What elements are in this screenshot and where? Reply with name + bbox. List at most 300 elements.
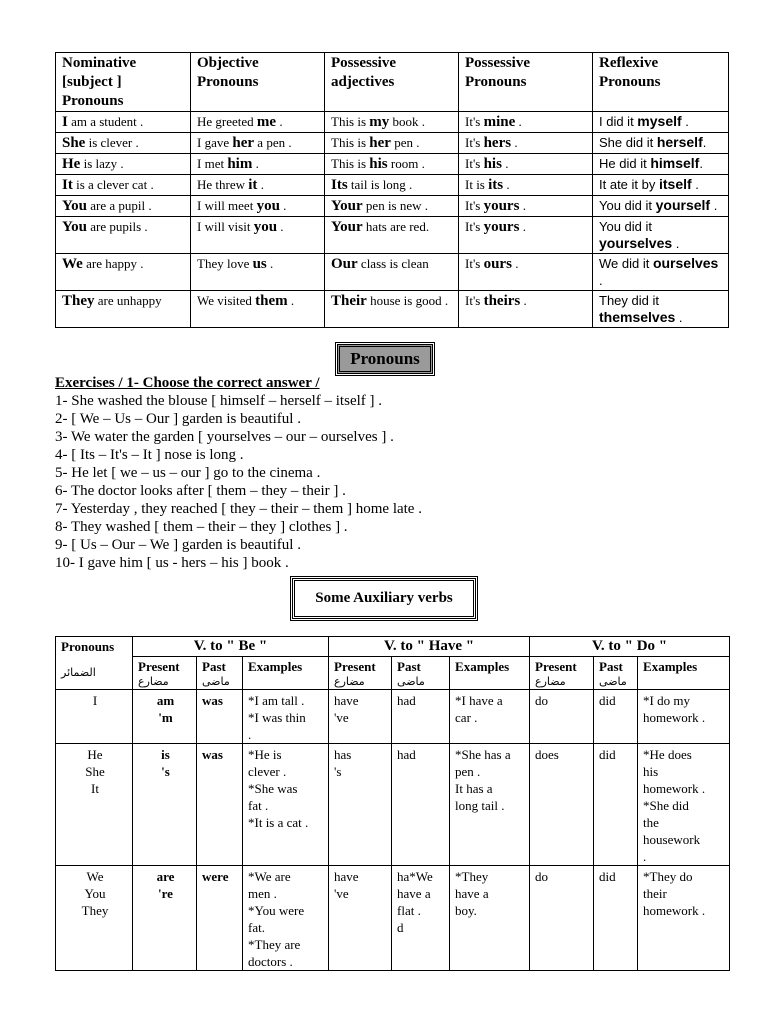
do-past-cell [594, 744, 638, 866]
cell-pronoun: its [488, 177, 504, 193]
cell-suffix: . [287, 293, 295, 308]
example-line: . [248, 727, 252, 742]
example-line: *He is [248, 747, 282, 762]
cell-suffix: . [503, 177, 510, 192]
past-label: Past [202, 659, 226, 674]
cell-pronoun: her [232, 135, 255, 151]
cell-pronoun: You [62, 198, 88, 214]
cell-reflexive [593, 175, 729, 196]
cell-suffix: is lazy . [80, 156, 124, 171]
have-past-cell [392, 744, 450, 866]
pronoun-table-header-row [56, 53, 729, 112]
cell-pronoun: themselves [599, 309, 676, 325]
header-possessive-adjectives: Possessive adjectives [325, 53, 459, 112]
cell-pronoun: theirs [483, 293, 521, 309]
exercise-item: 7- Yesterday , they reached [ they – their – them ] home late . [55, 501, 422, 517]
pronoun: She [85, 764, 105, 779]
pronouns-header [56, 637, 133, 690]
cell-pronoun: himself [650, 155, 700, 171]
cell-possessive-pronoun [459, 112, 593, 133]
cell-suffix: hats are red. [362, 219, 430, 234]
example-line: *I have a [455, 693, 503, 708]
past-form: were [202, 869, 229, 884]
cell-pronoun: them [255, 293, 288, 309]
exercises-heading: Exercises / 1- Choose the correct answer / [55, 375, 320, 391]
cell-suffix: . [257, 177, 264, 192]
present-form: 've [334, 886, 349, 901]
pronouns-cell [56, 866, 133, 971]
cell-suffix: . [266, 256, 274, 271]
cell-pronoun: Its [331, 177, 348, 193]
cell-reflexive [593, 133, 729, 154]
cell-pronoun: ours [483, 256, 512, 272]
cell-prefix: We did it [599, 256, 653, 271]
cell-suffix: pen . [390, 135, 420, 150]
present-form: do [535, 693, 549, 708]
cell-reflexive [593, 196, 729, 217]
cell-pronoun: You [62, 219, 88, 235]
past-form: did [599, 693, 616, 708]
cell-nominative [56, 112, 191, 133]
have-examples-cell [450, 866, 530, 971]
do-present-cell [530, 866, 594, 971]
cell-pronoun: Their [331, 293, 367, 309]
have-examples-cell [450, 744, 530, 866]
cell-suffix: are pupils . [87, 219, 148, 234]
cell-suffix: tail is long . [347, 177, 413, 192]
be-examples-cell [243, 690, 329, 744]
cell-pronoun: itself [658, 176, 692, 192]
present-label-arabic: مضارع [535, 675, 566, 688]
present-form: have [334, 693, 359, 708]
cell-suffix: . [511, 256, 519, 271]
cell-prefix: They love [197, 256, 253, 271]
cell-nominative [56, 196, 191, 217]
do-examples-cell [638, 866, 730, 971]
aux-row [56, 744, 730, 866]
cell-possessive-adjective [325, 175, 459, 196]
cell-reflexive [593, 254, 729, 291]
present-form: 's [161, 764, 170, 779]
pronoun: They [81, 903, 109, 918]
cell-reflexive [593, 112, 729, 133]
do-present-header [530, 657, 594, 690]
example-line: *They [455, 869, 489, 884]
cell-possessive-pronoun [459, 291, 593, 328]
cell-suffix: . [672, 236, 680, 251]
cell-nominative [56, 291, 191, 328]
example-line: *It is a cat . [248, 815, 309, 830]
aux-row [56, 866, 730, 971]
example-line: *I do my [643, 693, 690, 708]
group-have: V. to " Have " [329, 637, 530, 657]
have-present-cell [329, 744, 392, 866]
example-line: car . [455, 710, 478, 725]
table-row [56, 291, 729, 328]
exercise-item: 3- We water the garden [ yourselves – our – ourselves ] . [55, 429, 394, 445]
cell-suffix: pen is new . [362, 198, 429, 213]
cell-possessive-pronoun [459, 217, 593, 254]
exercise-item: 5- He let [ we – us – our ] go to the cinema . [55, 465, 321, 481]
table-row [56, 154, 729, 175]
cell-suffix: . [252, 156, 259, 171]
pronoun: He [87, 747, 103, 762]
cell-suffix: . [710, 198, 718, 213]
be-past-cell [197, 690, 243, 744]
do-examples-header: Examples [638, 657, 730, 690]
be-present-cell [133, 744, 197, 866]
cell-pronoun: He [62, 156, 81, 172]
auxiliary-verbs-table [55, 636, 730, 971]
example-line: *I am tall . [248, 693, 305, 708]
cell-prefix: I will visit [197, 219, 254, 234]
cell-suffix: are a pupil . [87, 198, 152, 213]
cell-pronoun: him [227, 156, 253, 172]
cell-possessive-adjective [325, 254, 459, 291]
cell-nominative [56, 133, 191, 154]
do-past-header [594, 657, 638, 690]
example-line: . [643, 849, 647, 864]
cell-suffix: is clever . [85, 135, 139, 150]
have-examples-cell [450, 690, 530, 744]
example-line: *He does [643, 747, 692, 762]
table-row [56, 217, 729, 254]
example-line: his [643, 764, 659, 779]
cell-objective [191, 254, 325, 291]
cell-pronoun: hers [483, 135, 512, 151]
pronoun: We [86, 869, 104, 884]
cell-prefix: You did it [599, 198, 656, 213]
exercise-item: 6- The doctor looks after [ them – they – their ] . [55, 483, 346, 499]
present-label-arabic: مضارع [138, 675, 169, 688]
example-line: pen . [455, 764, 481, 779]
cell-pronoun: I [62, 114, 68, 130]
cell-prefix: It ate it by [599, 177, 659, 192]
cell-pronoun: you [256, 198, 280, 214]
cell-pronoun: my [369, 114, 390, 130]
example-line: homework . [643, 781, 706, 796]
cell-possessive-pronoun [459, 254, 593, 291]
cell-possessive-pronoun [459, 154, 593, 175]
be-past-cell [197, 744, 243, 866]
cell-pronoun: Our [331, 256, 358, 272]
cell-nominative [56, 254, 191, 291]
cell-prefix: You did it [599, 219, 653, 234]
example-line: It has a [455, 781, 493, 796]
cell-prefix: We visited [197, 293, 256, 308]
exercise-item: 1- She washed the blouse [ himself – herself – itself ] . [55, 393, 383, 409]
cell-possessive-adjective [325, 133, 459, 154]
cell-prefix: It's [465, 156, 484, 171]
present-form: am [156, 693, 175, 708]
pronouns-label: Pronouns [61, 639, 115, 654]
present-form: 've [334, 710, 349, 725]
cell-prefix: This is [331, 135, 370, 150]
pronoun: It [91, 781, 99, 796]
cell-suffix: . [520, 293, 527, 308]
cell-objective [191, 154, 325, 175]
cell-prefix: I did it [599, 114, 638, 129]
cell-prefix: I gave [197, 135, 233, 150]
cell-objective [191, 112, 325, 133]
example-line: *I was thin [248, 710, 306, 725]
cell-pronoun: ourselves [652, 255, 719, 271]
do-present-cell [530, 744, 594, 866]
present-form: do [535, 869, 549, 884]
example-line: men . [248, 886, 277, 901]
cell-possessive-adjective [325, 196, 459, 217]
cell-prefix: It is [465, 177, 489, 192]
do-examples-cell [638, 744, 730, 866]
exercise-item: 2- [ We – Us – Our ] garden is beautiful . [55, 411, 301, 427]
past-form: had [397, 747, 416, 762]
past-form: ha*We [397, 869, 433, 884]
have-past-cell [392, 690, 450, 744]
table-row [56, 175, 729, 196]
cell-pronoun: She [62, 135, 86, 151]
cell-pronoun: mine [483, 114, 516, 130]
present-label-arabic: مضارع [334, 675, 365, 688]
cell-suffix: house is good . [366, 293, 449, 308]
cell-pronoun: his [369, 156, 388, 172]
aux-row [56, 690, 730, 744]
past-form: did [599, 747, 616, 762]
cell-suffix: . [501, 156, 509, 171]
cell-suffix: . [699, 156, 703, 171]
do-present-cell [530, 690, 594, 744]
cell-pronoun: me [256, 114, 277, 130]
example-line: *You were [248, 903, 305, 918]
cell-prefix: They did it [599, 293, 659, 308]
cell-prefix: She did it [599, 135, 657, 150]
cell-suffix: . [515, 114, 522, 129]
cell-prefix: I met [197, 156, 228, 171]
cell-pronoun: yours [483, 219, 520, 235]
present-form: 're [158, 886, 173, 901]
be-examples-cell [243, 744, 329, 866]
past-form: flat . [397, 903, 421, 918]
cell-prefix: This is [331, 156, 370, 171]
cell-possessive-adjective [325, 112, 459, 133]
table-row [56, 112, 729, 133]
cell-pronoun: yourselves [599, 235, 673, 251]
example-line: housework [643, 832, 701, 847]
exercise-item: 9- [ Us – Our – We ] garden is beautiful . [55, 537, 301, 553]
pronouns-cell [56, 744, 133, 866]
present-form: 'm [158, 710, 173, 725]
cell-suffix: . [702, 135, 707, 150]
exercises-section [55, 374, 422, 572]
present-form: 's [334, 764, 342, 779]
cell-suffix: a pen . [254, 135, 292, 150]
exercise-item: 8- They washed [ them – their – they ] clothes ] . [55, 519, 348, 535]
example-line: the [643, 815, 659, 830]
do-examples-cell [638, 690, 730, 744]
example-line: have a [455, 886, 489, 901]
cell-suffix: class is clean [357, 256, 429, 271]
be-present-header [133, 657, 197, 690]
present-form: has [334, 747, 352, 762]
example-line: boy. [455, 903, 477, 918]
present-form: is [161, 747, 170, 762]
cell-suffix: . [691, 177, 699, 192]
be-examples-header: Examples [243, 657, 329, 690]
cell-suffix: room . [387, 156, 425, 171]
be-present-cell [133, 866, 197, 971]
cell-prefix: He greeted [197, 114, 257, 129]
cell-suffix: book . [389, 114, 426, 129]
past-form: had [397, 693, 416, 708]
have-past-header [392, 657, 450, 690]
cell-suffix: am a student . [67, 114, 144, 129]
cell-pronoun: Your [331, 198, 363, 214]
be-past-cell [197, 866, 243, 971]
group-do: V. to " Do " [530, 637, 730, 657]
exercise-item: 4- [ Its – It's – It ] nose is long . [55, 447, 244, 463]
cell-suffix: . [276, 114, 283, 129]
cell-suffix: . [519, 219, 526, 234]
cell-suffix: . [681, 114, 689, 129]
past-label-arabic: ماضى [397, 675, 425, 688]
cell-possessive-adjective [325, 217, 459, 254]
have-examples-header: Examples [450, 657, 530, 690]
present-label: Present [334, 659, 376, 674]
past-form: was [202, 747, 223, 762]
cell-possessive-pronoun [459, 133, 593, 154]
example-line: doctors . [248, 954, 293, 969]
cell-prefix: It's [465, 114, 484, 129]
past-label: Past [599, 659, 623, 674]
past-label-arabic: ماضى [202, 675, 230, 688]
cell-suffix: . [511, 135, 518, 150]
header-reflexive: Reflexive Pronouns [593, 53, 729, 112]
past-label: Past [397, 659, 421, 674]
pronouns-label-arabic: الضمائر [61, 666, 96, 679]
exercise-list [55, 392, 422, 572]
exercise-item: 10- I gave him [ us - hers – his ] book . [55, 555, 289, 571]
cell-pronoun: it [248, 177, 258, 193]
cell-reflexive [593, 154, 729, 175]
present-form: does [535, 747, 559, 762]
pronoun-table-body [56, 112, 729, 328]
do-past-cell [594, 690, 638, 744]
cell-suffix: . [599, 273, 603, 288]
cell-possessive-pronoun [459, 175, 593, 196]
header-possessive-pronouns: Possessive Pronouns [459, 53, 593, 112]
cell-prefix: I will meet [197, 198, 257, 213]
pronoun: I [92, 693, 98, 708]
cell-suffix: . [675, 310, 683, 325]
past-form: was [202, 693, 223, 708]
example-line: their [643, 886, 667, 901]
cell-possessive-adjective [325, 291, 459, 328]
cell-pronoun: herself [656, 134, 703, 150]
pronouns-title: Pronouns [337, 344, 433, 374]
cell-pronoun: We [62, 256, 83, 272]
table-row [56, 254, 729, 291]
cell-suffix: is a clever cat . [72, 177, 154, 192]
present-label: Present [138, 659, 180, 674]
cell-prefix: It's [465, 256, 484, 271]
cell-suffix: are unhappy [94, 293, 162, 308]
cell-pronoun: his [483, 156, 502, 172]
be-examples-cell [243, 866, 329, 971]
cell-nominative [56, 217, 191, 254]
example-line: *She has a [455, 747, 511, 762]
example-line: fat. [248, 920, 265, 935]
cell-objective [191, 291, 325, 328]
table-row [56, 133, 729, 154]
cell-pronoun: They [62, 293, 95, 309]
past-form: have a [397, 886, 431, 901]
cell-objective [191, 133, 325, 154]
have-past-cell [392, 866, 450, 971]
example-line: clever . [248, 764, 287, 779]
pronoun: You [84, 886, 106, 901]
cell-prefix: He threw [197, 177, 249, 192]
have-present-cell [329, 866, 392, 971]
cell-pronoun: you [253, 219, 278, 235]
group-be: V. to " Be " [133, 637, 329, 657]
cell-reflexive [593, 217, 729, 254]
cell-suffix: . [279, 198, 287, 213]
cell-possessive-pronoun [459, 196, 593, 217]
cell-objective [191, 196, 325, 217]
example-line: *We are [248, 869, 291, 884]
aux-group-row [56, 637, 730, 657]
example-line: *They do [643, 869, 693, 884]
example-line: *They are [248, 937, 301, 952]
pronouns-cell [56, 690, 133, 744]
example-line: long tail . [455, 798, 505, 813]
cell-objective [191, 175, 325, 196]
aux-subheader-row [56, 657, 730, 690]
present-form: have [334, 869, 359, 884]
past-label-arabic: ماضى [599, 675, 627, 688]
cell-suffix: . [519, 198, 526, 213]
cell-nominative [56, 154, 191, 175]
cell-suffix: . [277, 219, 284, 234]
pronoun-table [55, 52, 729, 328]
header-objective: Objective Pronouns [191, 53, 325, 112]
cell-prefix: It's [465, 135, 484, 150]
table-row [56, 196, 729, 217]
do-past-cell [594, 866, 638, 971]
be-present-cell [133, 690, 197, 744]
aux-table-body [56, 690, 730, 971]
have-present-header [329, 657, 392, 690]
cell-objective [191, 217, 325, 254]
cell-pronoun: Your [331, 219, 363, 235]
cell-prefix: He did it [599, 156, 651, 171]
be-past-header [197, 657, 243, 690]
cell-suffix: are happy . [82, 256, 144, 271]
present-label: Present [535, 659, 577, 674]
cell-pronoun: yourself [655, 197, 711, 213]
cell-pronoun: It [62, 177, 73, 193]
past-form: d [397, 920, 404, 935]
cell-pronoun: yours [483, 198, 520, 214]
cell-reflexive [593, 291, 729, 328]
cell-nominative [56, 175, 191, 196]
example-line: homework . [643, 903, 706, 918]
cell-possessive-adjective [325, 154, 459, 175]
cell-prefix: This is [331, 114, 370, 129]
example-line: fat . [248, 798, 269, 813]
have-present-cell [329, 690, 392, 744]
auxiliary-verbs-title: Some Auxiliary verbs [292, 578, 476, 619]
header-nominative: Nominative [subject ] Pronouns [56, 53, 191, 112]
